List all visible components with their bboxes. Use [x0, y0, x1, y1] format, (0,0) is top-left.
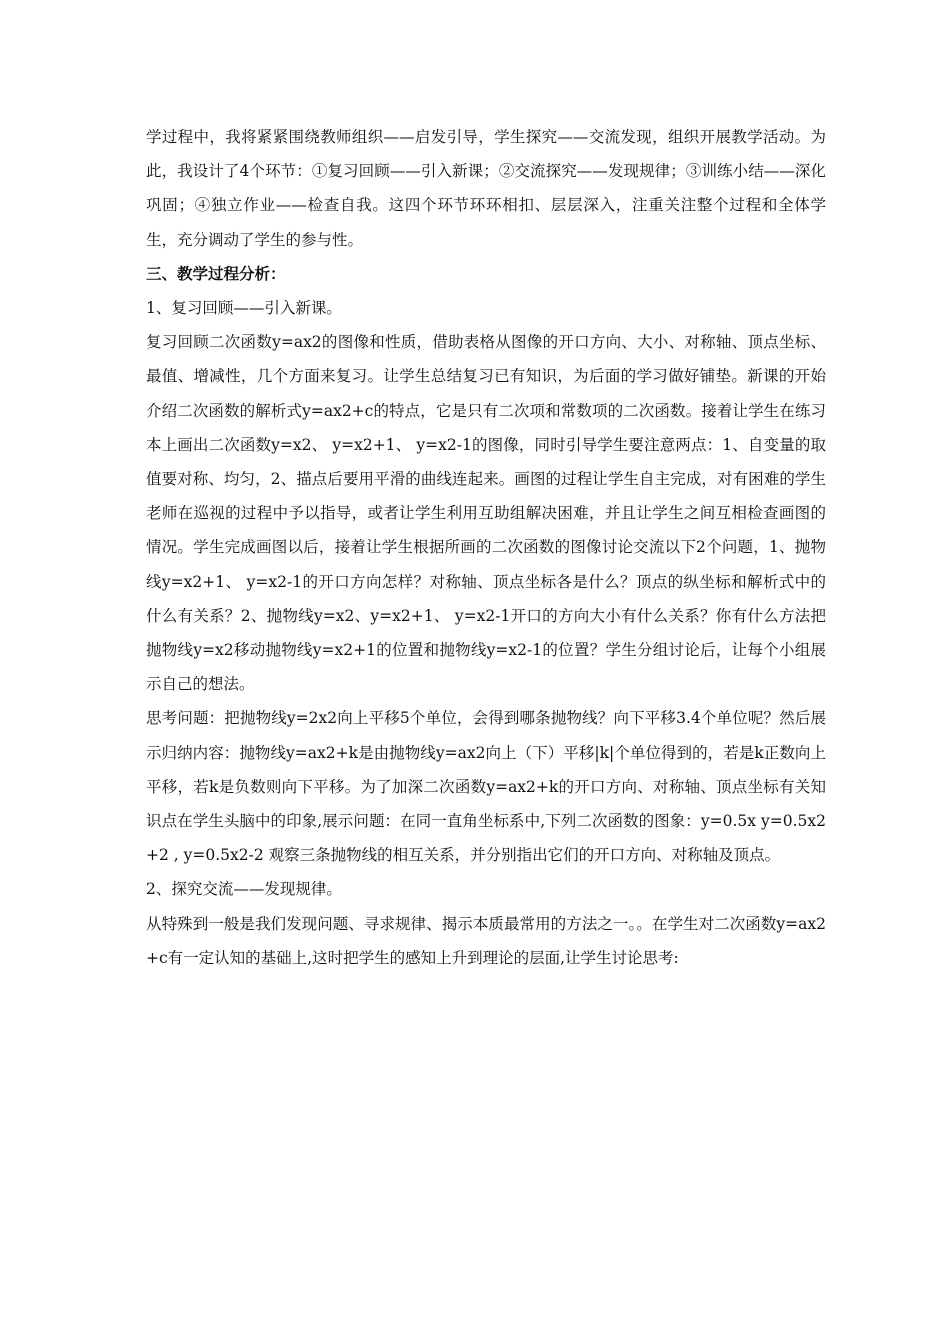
- section-heading: 三、教学过程分析：: [146, 263, 286, 283]
- step1-paragraph: 复习回顾二次函数y=ax2的图像和性质，借助表格从图像的开口方向、大小、对称轴、顶点坐标、最值、增减性，几个方面来复习。让学生总结复习已有知识，为后面的学习做好铺垫。新课的开始介绍二次函数的解析式y=ax2+c的特点，它是只有二次项和常数项的二次函数。接着让学生在练习本上画出二次函数y=x2、 y=x2+1、 y=x2-1的图像，同时引导学生要注意两点：1、自变量的取值要对称、均匀，2、描点后要用平滑的曲线连起来。画图的过程让学生自主完成，对有困难的学生老师在巡视的过程中予以指导，或者让学生利用互助组解决困难，并且让学生之间互相检查画图的情况。学生完成画图以后，接着让学生根据所画的二次函数的图像讨论交流以下2个问题，1、抛物线y=x2+1、 y=x2-1的开口方向怎样？对称轴、顶点坐标各是什么？顶点的纵坐标和解析式中的什么有关系？2、抛物线y=x2、y=x2+1、 y=x2-1开口的方向大小有什么关系？你有什么方法把抛物线y=x2移动抛物线y=x2+1的位置和抛物线y=x2-1的位置？学生分组讨论后，让每个小组展示自己的想法。: [146, 333, 826, 694]
- intro-paragraph: 学过程中，我将紧紧围绕教师组织——启发引导，学生探究——交流发现，组织开展教学活动。为此，我设计了4个环节：①复习回顾——引入新课；②交流探究——发现规律；③训练小结——深化巩固；④独立作业——检查自我。这四个环节环环相扣、层层深入，注重关注整个过程和全体学生，充分调动了学生的参与性。: [146, 128, 826, 249]
- step1-title: 1、复习回顾——引入新课。: [146, 299, 342, 318]
- think-paragraph: 思考问题：把抛物线y=2x2向上平移5个单位，会得到哪条抛物线？向下平移3.4个单位呢？然后展示归纳内容：抛物线y=ax2+k是由抛物线y=ax2向上（下）平移|k|个单位得到的，若是k正数向上平移，若k是负数则向下平移。为了加深二次函数y=ax2+k的开口方向、对称轴、顶点坐标有关知识点在学生头脑中的印象,展示问题：在同一直角坐标系中,下列二次函数的图象：y=0.5x y=0.5x2+2 , y=0.5x2-2 观察三条抛物线的相互关系，并分别指出它们的开口方向、对称轴及顶点。: [146, 709, 826, 865]
- step2-paragraph: 从特殊到一般是我们发现问题、寻求规律、揭示本质最常用的方法之一。。在学生对二次函数y=ax2+c有一定认知的基础上,这时把学生的感知上升到理论的层面,让学生讨论思考:: [146, 914, 826, 967]
- document-body: [146, 120, 826, 975]
- step2-title: 2、探究交流——发现规律。: [146, 880, 342, 899]
